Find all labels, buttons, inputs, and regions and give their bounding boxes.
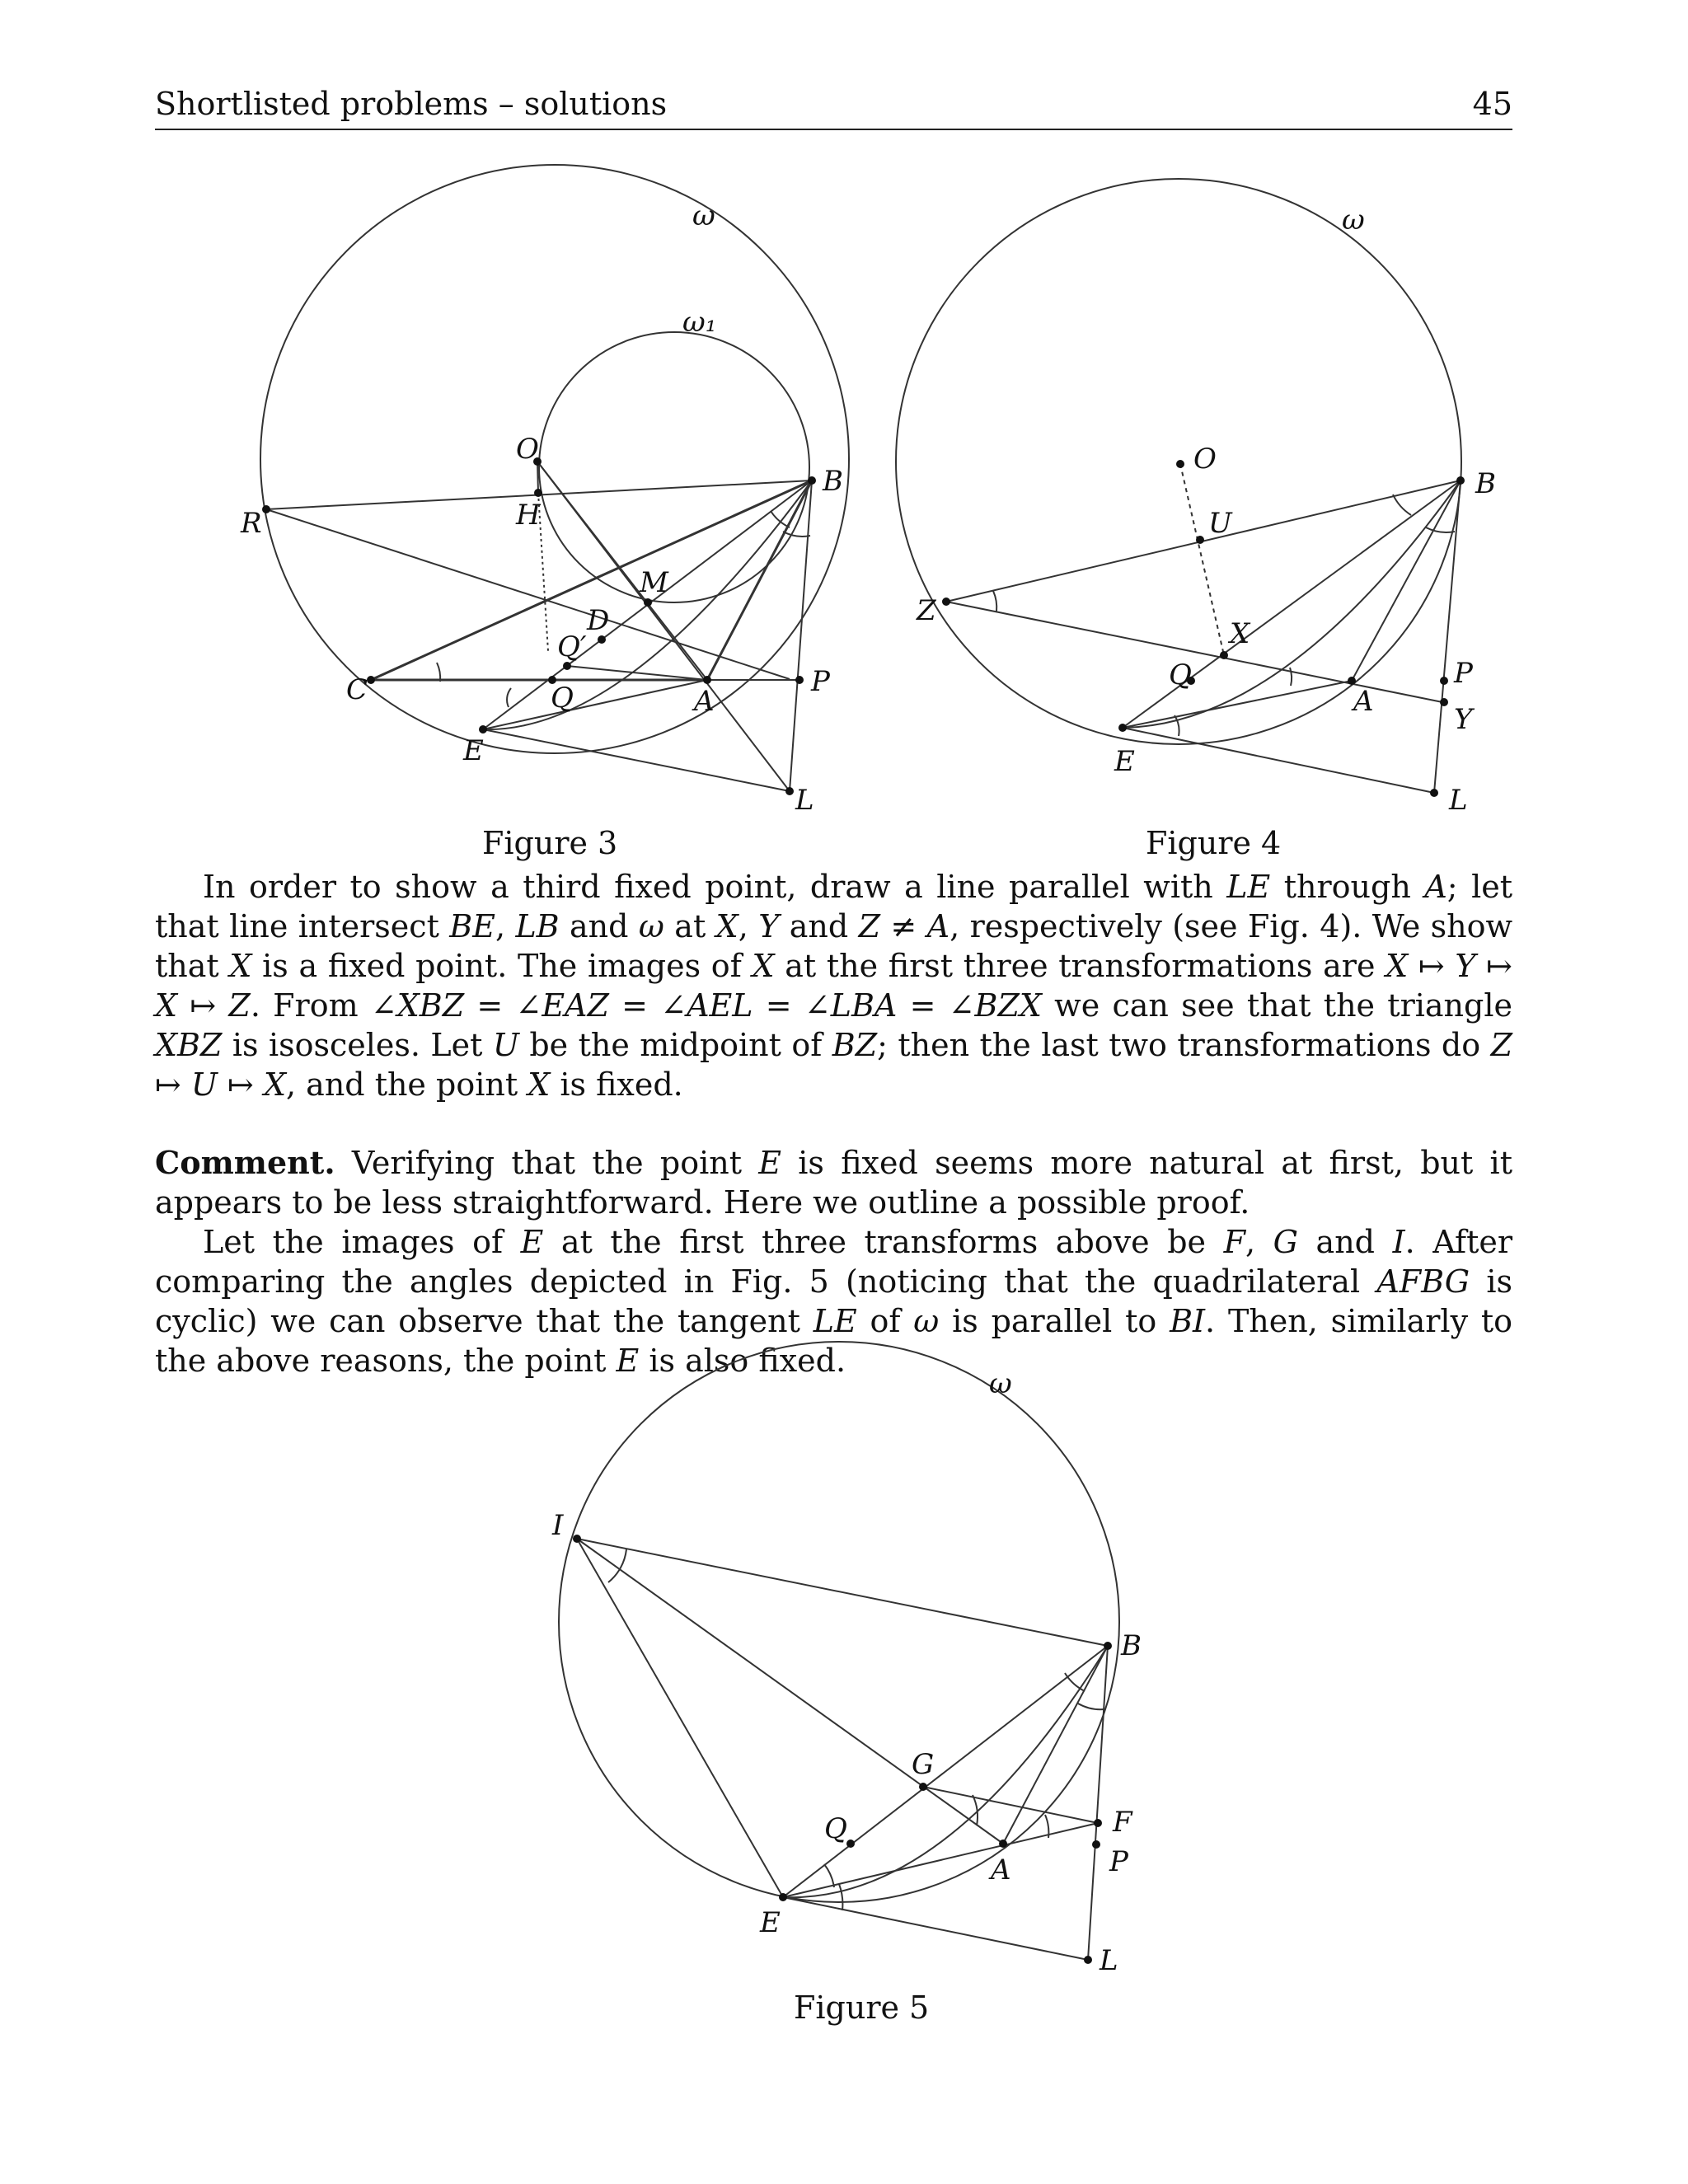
label-Y: Y [1454,703,1473,736]
label-Q: Q [551,682,574,715]
label-X: X [1230,617,1250,650]
label-A: A [991,1854,1011,1886]
label-A: A [694,685,715,718]
label-L: L [1100,1944,1118,1977]
running-title: Shortlisted problems – solutions [155,86,668,122]
label-P: P [811,665,830,698]
figure-4 [898,173,1508,824]
label-B: B [1121,1629,1142,1662]
figure-3-caption: Figure 3 [482,825,618,861]
comment-section: Comment. Verifying that the point E is fixed seems more natural at first, but it appears to be less straightforward. Here we outline a possible proof. Let the images of E at the first three transforms above be F, G and I. After comparing the angles depicted in Fig. 5 (noticing that the quadrilateral AFBG is cyclic) we can observe that the tangent LE of ω is parallel to BI. Then, similarly to the above reasons, the point E is also fixed. [155,1144,1513,1379]
label-omega: ω [989,1367,1012,1400]
label-omega: ω [692,199,715,232]
figure-5 [528,1319,1162,1978]
label-O: O [1193,443,1217,476]
label-H: H [516,499,541,532]
label-B: B [823,465,843,498]
page-number: 45 [1472,86,1512,122]
label-L: L [1449,784,1468,817]
label-F: F [1113,1806,1132,1839]
page-header [155,82,1512,130]
label-Q: Q [824,1812,847,1845]
label-Q: Q [1169,658,1192,691]
label-B: B [1475,467,1496,500]
label-Q-prime: Q′ [557,630,587,663]
label-E: E [760,1906,781,1939]
comment-label: Comment. [155,1144,335,1181]
label-omega1: ω₁ [682,306,717,339]
label-I: I [552,1509,564,1542]
paragraph-fixed-point: In order to show a third fixed point, draw a line parallel with LE through A; let that line intersect BE, LB and ω at X, Y and Z ≠ A, respectively (see Fig. 4). We show that X is a fixed point. The images of X at the first three transformations are X ↦ Y ↦ X ↦ Z. From ∠XBZ = ∠EAZ = ∠AEL = ∠LBA = ∠BZX we can see that the triangle XBZ is isosceles. Let U be the midpoint of BZ; then the last two transformations do Z ↦ U ↦ X, and the point X is fixed. [155,869,1513,1103]
label-U: U [1208,507,1232,540]
label-G: G [912,1748,935,1781]
label-O: O [516,433,539,466]
label-L: L [795,784,814,817]
label-D: D [587,604,610,637]
label-P: P [1454,657,1473,690]
label-omega: ω [1342,204,1365,237]
figure-5-caption: Figure 5 [794,1990,930,2026]
label-P: P [1109,1845,1128,1878]
label-Z: Z [917,594,936,627]
label-A: A [1353,685,1374,718]
label-E: E [463,734,484,767]
label-M: M [640,566,668,599]
label-E: E [1114,745,1135,778]
circle-omega [260,165,849,753]
label-R: R [241,507,262,540]
figure-4-caption: Figure 4 [1146,825,1282,861]
figure-3 [241,169,890,828]
label-C: C [346,673,368,706]
